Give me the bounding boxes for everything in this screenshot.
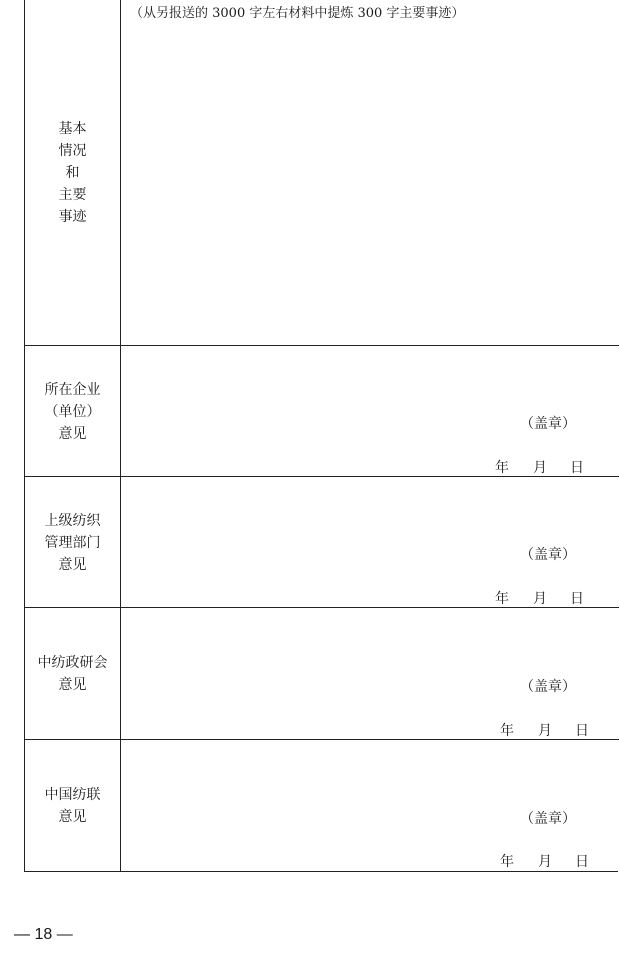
seal-label: （盖章） (520, 416, 576, 432)
label-line: 上级纺织 (44, 513, 101, 529)
label-line: 中纺政研会 (37, 655, 108, 671)
row-label-basic-situation (25, 118, 120, 228)
page-number: — 18 — (14, 926, 73, 943)
label-line: 意见 (58, 557, 87, 573)
day-label: 日 (570, 591, 584, 607)
month-label: 月 (538, 723, 552, 739)
label-line: 基本 (58, 121, 87, 137)
day-label: 日 (575, 723, 589, 739)
year-label: 年 (495, 591, 509, 607)
day-label: 日 (575, 854, 589, 870)
row-divider (25, 476, 619, 477)
form-table (24, 0, 618, 872)
year-label: 年 (495, 460, 509, 476)
seal-label: （盖章） (520, 547, 576, 563)
label-line: 主要 (58, 187, 87, 203)
label-line: 管理部门 (44, 535, 101, 551)
row-label-research-assoc-opinion (25, 652, 120, 696)
label-line: 情况 (58, 143, 87, 159)
instruction-note: （从另报送的 3000 字左右材料中提炼 300 字主要事迹） (130, 6, 465, 21)
label-line: 事迹 (58, 209, 87, 225)
row-divider (25, 739, 619, 740)
label-line: 意见 (58, 426, 87, 442)
year-label: 年 (500, 723, 514, 739)
month-label: 月 (538, 854, 552, 870)
year-label: 年 (500, 854, 514, 870)
month-label: 月 (533, 591, 547, 607)
row-label-superior-dept-opinion (25, 510, 120, 576)
row-divider (25, 345, 619, 346)
day-label: 日 (570, 460, 584, 476)
label-line: 中国纺联 (44, 787, 101, 803)
row-divider (25, 607, 619, 608)
label-line: 意见 (58, 677, 87, 693)
seal-label: （盖章） (520, 679, 576, 695)
label-line: 意见 (58, 809, 87, 825)
column-divider (120, 0, 121, 871)
label-line: （单位） (44, 404, 101, 420)
row-label-federation-opinion (25, 784, 120, 828)
label-line: 和 (65, 165, 80, 181)
label-line: 所在企业 (44, 382, 101, 398)
month-label: 月 (533, 460, 547, 476)
seal-label: （盖章） (520, 811, 576, 827)
row-label-enterprise-opinion (25, 379, 120, 445)
